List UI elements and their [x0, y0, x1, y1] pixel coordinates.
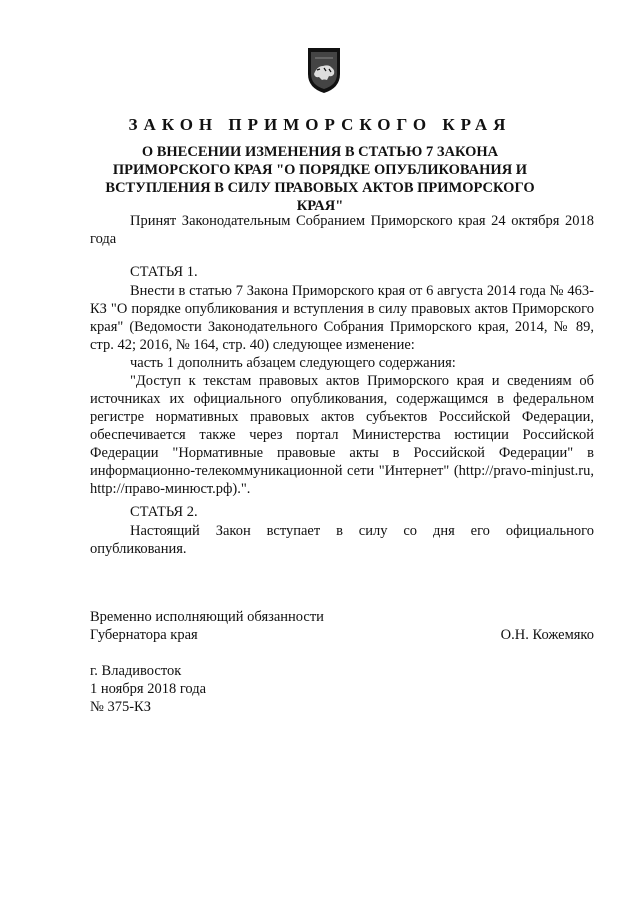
signatory-title-line1: Временно исполняющий обязанности	[90, 609, 324, 625]
article-1-heading: СТАТЬЯ 1.	[130, 264, 198, 280]
law-title: ЗАКОН ПРИМОРСКОГО КРАЯ	[128, 115, 512, 134]
article-1-paragraph: Внести в статью 7 Закона Приморского края от 6 августа 2014 года № 463-КЗ "О порядке опубликования и вступления в силу правовых актов Приморского края" (Ведомости Законодательного Собрания Приморского края, 2014, № 89, стр. 42; 2016, № 164, стр. 40) следующее изменение:	[90, 283, 594, 353]
signing-date: 1 ноября 2018 года	[90, 681, 207, 697]
law-number: № 375-КЗ	[90, 699, 151, 715]
article-2-heading: СТАТЬЯ 2.	[130, 504, 198, 520]
article-1-body	[90, 282, 594, 498]
place-date-block	[90, 662, 206, 716]
city: г. Владивосток	[90, 663, 182, 679]
article-2-paragraph: Настоящий Закон вступает в силу со дня его официального опубликования.	[90, 523, 594, 557]
signature-block	[90, 608, 594, 644]
signatory-title-line2: Губернатора края	[90, 627, 198, 643]
article-1-paragraph: "Доступ к текстам правовых актов Приморского края и сведениям об источниках их официального опубликования, содержащимся в федеральном регистре нормативных правовых актов субъектов Российской Федерации, обеспечивается также через портал Министерства юстиции Российской Федерации "Нормативные правовые акты в Российской Федерации" в информационно-телекоммуникационной сети "Интернет" (http://pravo-minjust.ru, http://право-минюст.рф).".	[90, 373, 594, 497]
article-2-body	[90, 522, 594, 558]
article-1-paragraph: часть 1 дополнить абзацем следующего содержания:	[130, 355, 456, 371]
coat-of-arms-icon	[305, 44, 343, 94]
signatory-name: О.Н. Кожемяко	[500, 627, 594, 643]
law-subject: О ВНЕСЕНИИ ИЗМЕНЕНИЯ В СТАТЬЮ 7 ЗАКОНА ПРИМОРСКОГО КРАЯ "О ПОРЯДКЕ ОПУБЛИКОВАНИЯ И ВСТУПЛЕНИЯ В СИЛУ ПРАВОВЫХ АКТОВ ПРИМОРСКОГО КРАЯ"	[105, 144, 535, 214]
adoption-note: Принят Законодательным Собранием Приморского края 24 октября 2018 года	[90, 213, 594, 247]
